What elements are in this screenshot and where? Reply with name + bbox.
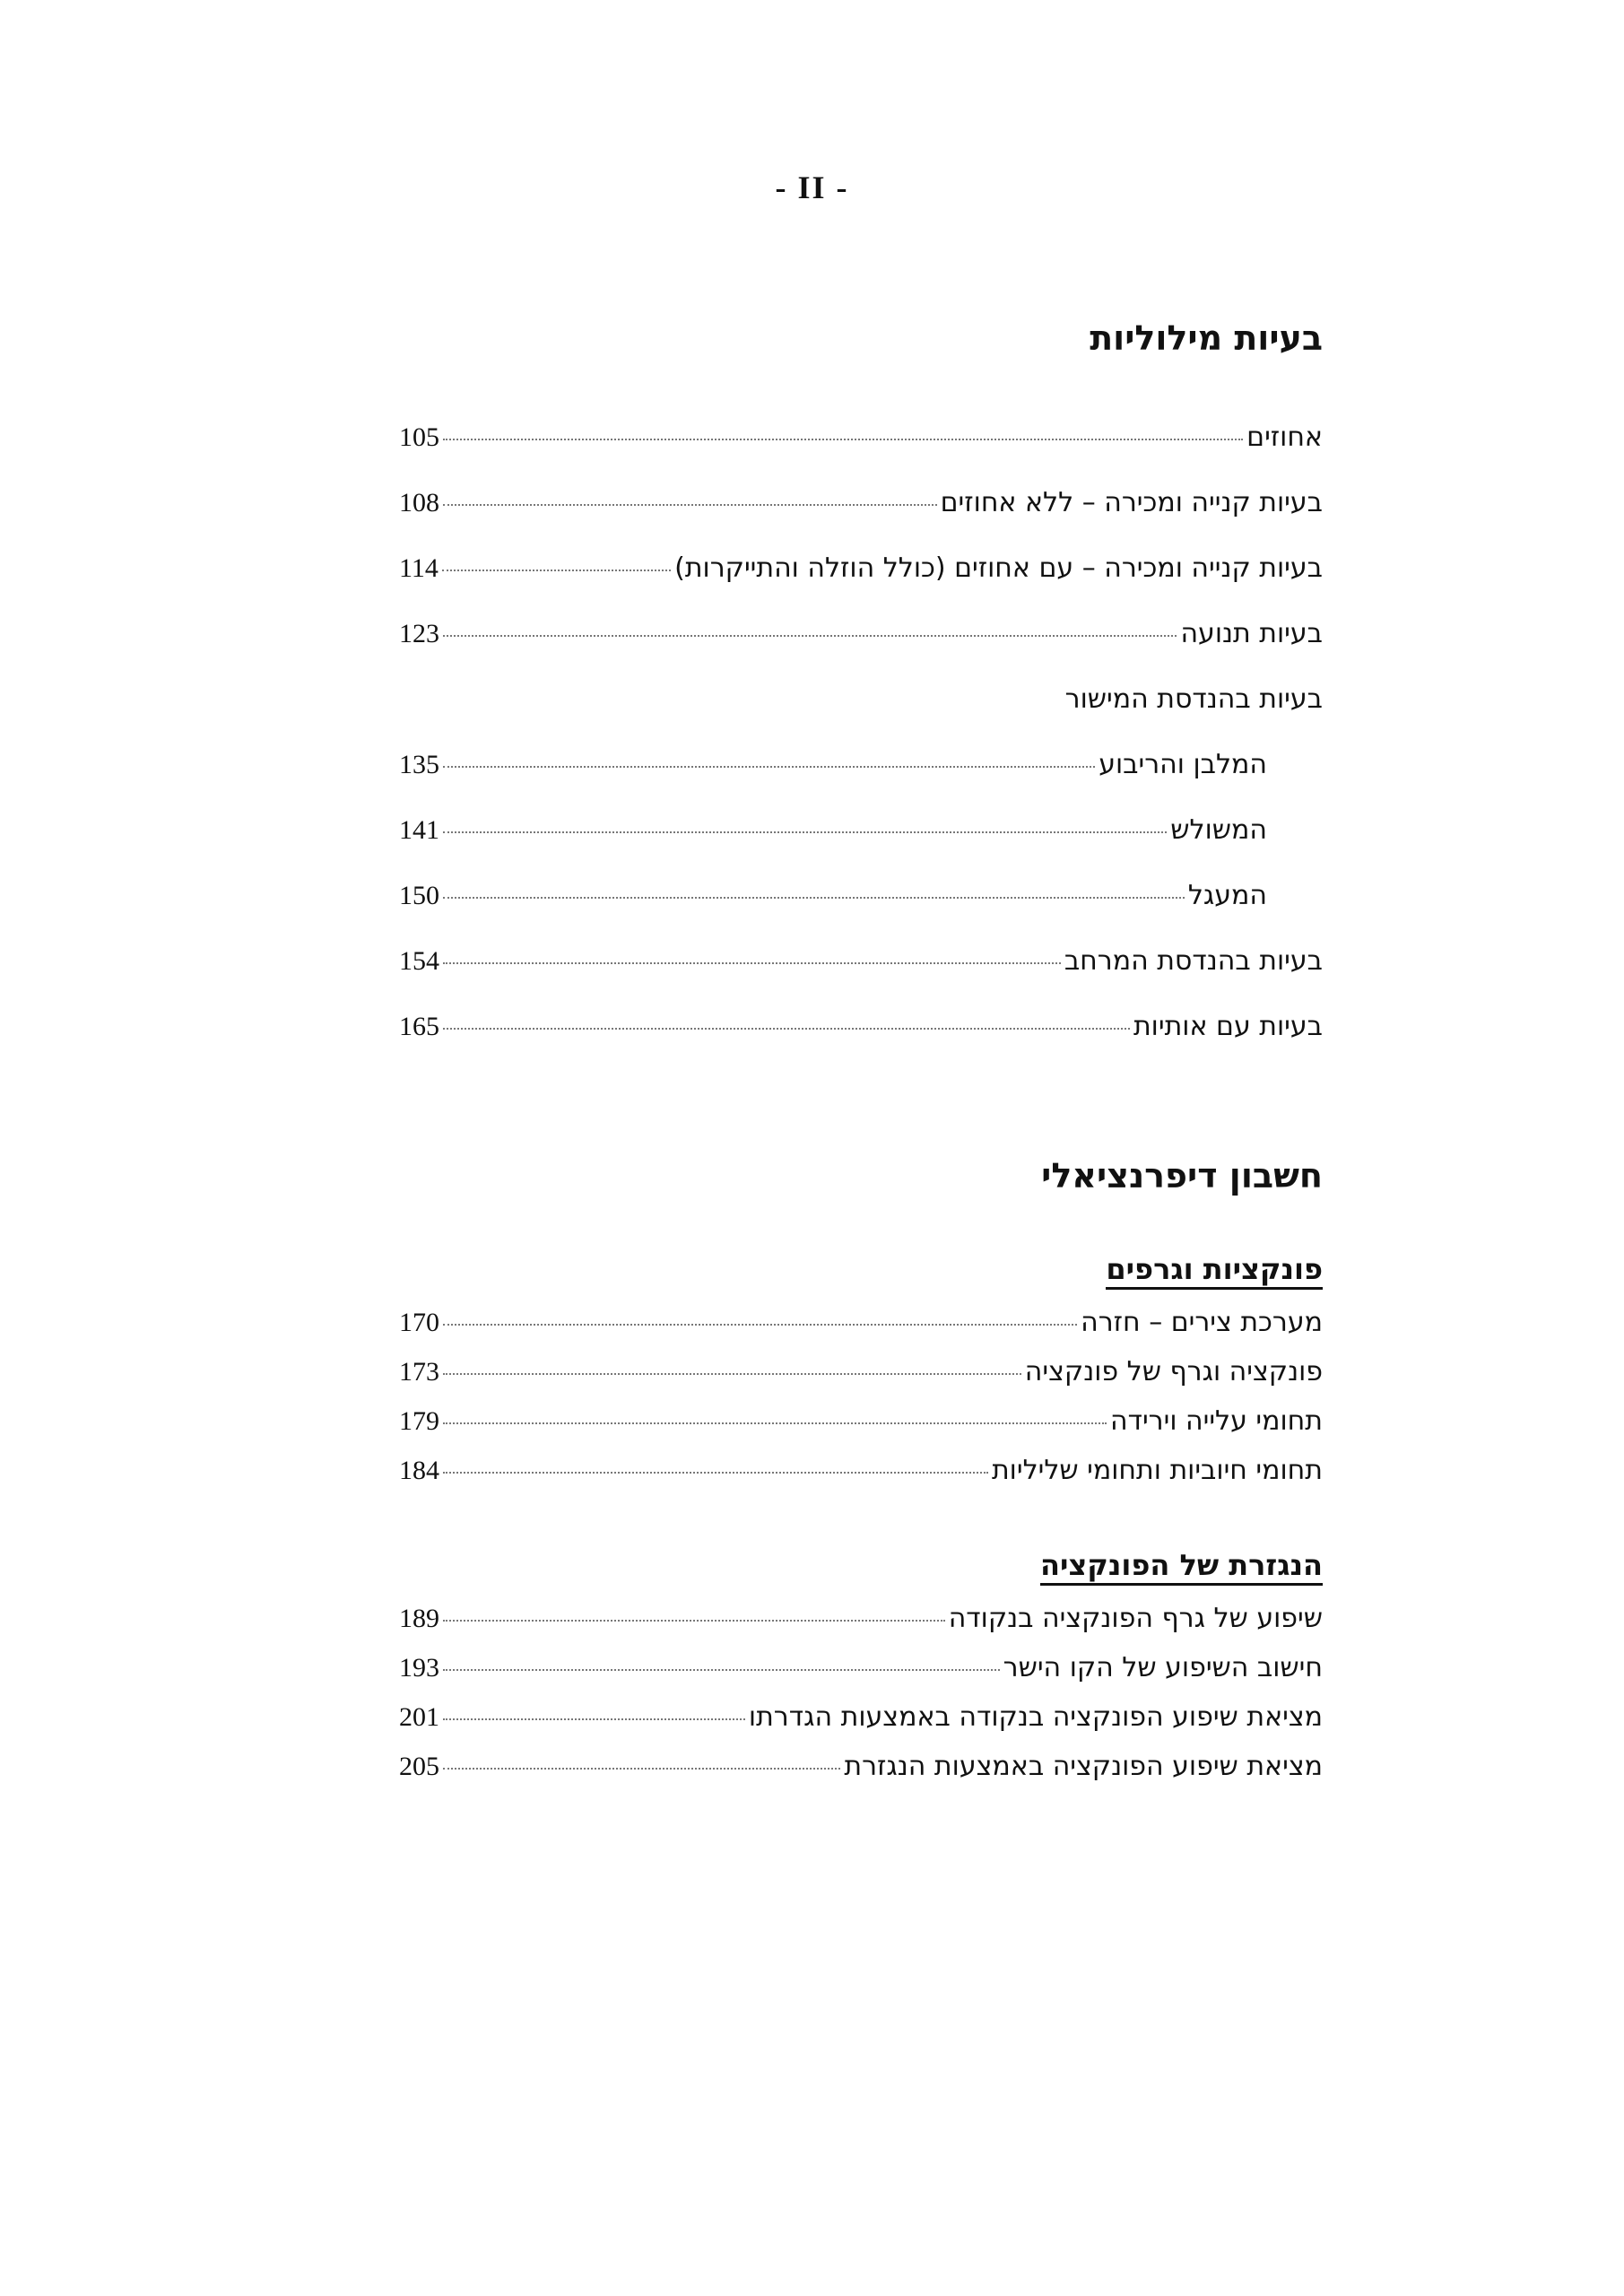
toc-entry-page: 170 xyxy=(399,1308,439,1337)
toc-entry-label: בעיות עם אותיות xyxy=(1133,1011,1323,1042)
toc-entry-page: 141 xyxy=(399,815,439,845)
dot-leader xyxy=(443,1373,1021,1375)
toc-entry-page: 189 xyxy=(399,1604,439,1633)
toc-entry-page: 165 xyxy=(399,1012,439,1041)
toc-entry[interactable] xyxy=(399,1011,1323,1043)
toc-entry-page: 150 xyxy=(399,881,439,910)
toc-entry[interactable] xyxy=(399,1356,1323,1388)
dot-leader xyxy=(443,962,1061,964)
toc-entry-page: 205 xyxy=(399,1752,439,1781)
section-title-word-problems: בעיות מילוליות xyxy=(1090,318,1323,358)
dot-leader xyxy=(443,1472,988,1474)
toc-entry-label: מערכת צירים – חזרה xyxy=(1081,1307,1323,1338)
toc-entry[interactable] xyxy=(399,945,1323,978)
page-number: - II - xyxy=(775,170,849,205)
dot-leader xyxy=(443,1718,745,1720)
toc-entry[interactable] xyxy=(399,880,1323,912)
dot-leader xyxy=(443,504,937,506)
toc-entry[interactable] xyxy=(399,749,1323,781)
toc-entry-label: בעיות קנייה ומכירה – ללא אחוזים xyxy=(940,487,1323,518)
dot-leader xyxy=(442,570,671,571)
toc-entry[interactable] xyxy=(399,487,1323,519)
dot-leader xyxy=(443,1768,840,1770)
toc-entry-label: תחומי עלייה וירידה xyxy=(1110,1405,1323,1437)
toc-entry-page: 184 xyxy=(399,1456,439,1485)
toc-entry-page: 173 xyxy=(399,1357,439,1387)
toc-entry[interactable] xyxy=(399,1701,1323,1734)
toc-entry-page: 114 xyxy=(399,553,439,583)
toc-entry-label: שיפוע של גרף הפונקציה בנקודה xyxy=(948,1603,1323,1634)
toc-entry[interactable] xyxy=(399,1405,1323,1438)
toc-entry[interactable] xyxy=(399,1455,1323,1487)
toc-entry-page: 179 xyxy=(399,1406,439,1436)
toc-entry-label: בעיות קנייה ומכירה – עם אחוזים (כולל הוזלה והתייקרות) xyxy=(674,552,1323,584)
toc-entry-label: תחומי חיוביות ותחומי שליליות xyxy=(991,1455,1323,1486)
toc-entry-label: בעיות בהנדסת המישור xyxy=(1064,683,1323,715)
toc-entry-label: מציאת שיפוע הפונקציה בנקודה באמצעות הגדרתו xyxy=(748,1701,1323,1733)
toc-entry[interactable] xyxy=(399,1751,1323,1783)
toc-entry-page: 105 xyxy=(399,422,439,452)
toc-entry[interactable] xyxy=(399,1307,1323,1339)
dot-leader xyxy=(443,439,1243,440)
toc-entry[interactable] xyxy=(399,1652,1323,1684)
dot-leader xyxy=(443,831,1167,833)
toc-entry-label: חישוב השיפוע של הקו הישר xyxy=(1003,1652,1323,1683)
dot-leader xyxy=(443,635,1177,637)
toc-entry[interactable] xyxy=(399,618,1323,650)
toc-entry-page: 201 xyxy=(399,1702,439,1732)
toc-entry-page: 123 xyxy=(399,619,439,648)
toc-entry[interactable] xyxy=(399,552,1323,585)
toc-entry-label: המשולש xyxy=(1170,814,1267,846)
toc-entry-label: בעיות תנועה xyxy=(1180,618,1323,649)
subsection-title-derivative: הנגזרת של הפונקציה xyxy=(1040,1550,1323,1586)
toc-entry-page: 154 xyxy=(399,946,439,976)
toc-entry-label: פונקציה וגרף של פונקציה xyxy=(1024,1356,1323,1387)
dot-leader xyxy=(443,1324,1077,1326)
toc-entry-label: המלבן והריבוע xyxy=(1099,749,1267,780)
dot-leader xyxy=(443,1620,945,1622)
dot-leader xyxy=(443,897,1185,899)
dot-leader xyxy=(443,766,1095,768)
toc-entry[interactable] xyxy=(399,1603,1323,1635)
toc-entry-label: בעיות בהנדסת המרחב xyxy=(1064,945,1323,977)
toc-entry-page: 135 xyxy=(399,750,439,779)
section-title-calculus: חשבון דיפרנציאלי xyxy=(1041,1156,1323,1196)
toc-entry-label: המעגל xyxy=(1187,880,1267,911)
toc-entry-page: 108 xyxy=(399,488,439,517)
dot-leader xyxy=(443,1028,1130,1030)
toc-entry[interactable] xyxy=(399,422,1323,454)
toc-entry-label: אחוזים xyxy=(1246,422,1323,453)
toc-entry[interactable] xyxy=(399,814,1323,847)
toc-entry-label: מציאת שיפוע הפונקציה באמצעות הנגזרת xyxy=(844,1751,1323,1782)
dot-leader xyxy=(443,1669,1000,1671)
subsection-title-functions: פונקציות וגרפים xyxy=(1106,1254,1323,1290)
dot-leader xyxy=(443,1422,1107,1424)
toc-entry-page: 193 xyxy=(399,1653,439,1683)
toc-heading-entry[interactable] xyxy=(399,683,1323,716)
